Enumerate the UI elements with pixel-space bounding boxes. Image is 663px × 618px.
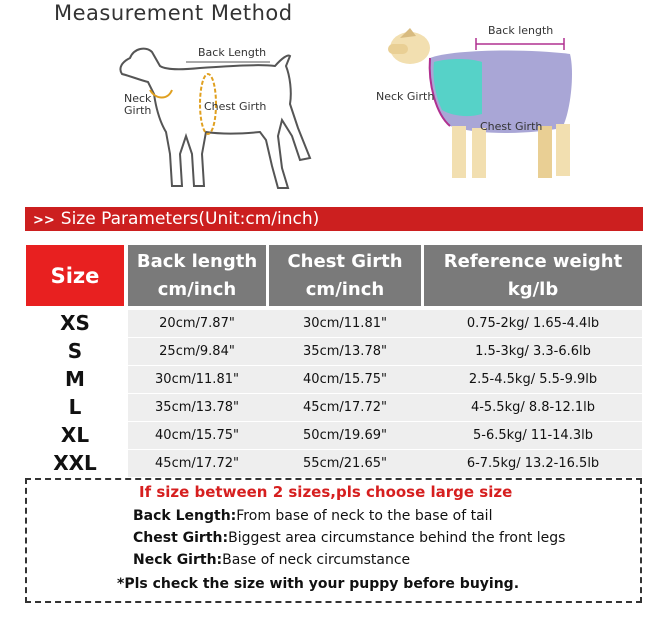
size-cell: M — [65, 367, 85, 391]
chest-girth-cell: 55cm/21.65" — [303, 456, 387, 471]
size-cell: XS — [60, 311, 90, 335]
size-cell: S — [67, 339, 83, 363]
chest-girth-cell: 35cm/13.78" — [303, 344, 387, 359]
banner-text: Size Parameters(Unit:cm/inch) — [60, 209, 320, 229]
table-row — [26, 422, 642, 449]
chest-girth-cell: 45cm/17.72" — [303, 400, 387, 415]
size-cell: L — [68, 395, 82, 419]
chest-girth-cell: 30cm/11.81" — [303, 316, 387, 331]
header-weight-line-1: Reference weight — [443, 250, 623, 272]
page-title: Measurement Method — [54, 1, 293, 25]
neck-girth-label-2: Girth — [124, 104, 152, 117]
note-chest-term: Chest Girth: — [133, 530, 229, 546]
size-cell: XXL — [53, 451, 97, 475]
weight-cell: 2.5-4.5kg/ 5.5-9.9lb — [468, 372, 598, 387]
note-chest-girth — [133, 530, 565, 546]
size-parameters-banner — [25, 207, 643, 231]
back-length-cell: 35cm/13.78" — [155, 400, 239, 415]
header-chest-line-2: cm/inch — [305, 278, 385, 300]
note-neck-girth — [133, 552, 410, 568]
header-back-line-1: Back length — [136, 250, 258, 272]
size-cell: XL — [60, 423, 90, 447]
note-neck-desc: Base of neck circumstance — [222, 552, 411, 568]
dog-coat-icon — [370, 14, 610, 194]
coat-neck-girth-label: Neck Girth — [376, 90, 435, 103]
dog-coat-illustration — [370, 14, 610, 194]
header-chest-line-1: Chest Girth — [287, 250, 403, 272]
table-row — [26, 394, 642, 421]
coat-chest-girth-label: Chest Girth — [480, 120, 543, 133]
weight-cell: 4-5.5kg/ 8.8-12.1lb — [470, 400, 596, 415]
back-length-cell: 25cm/9.84" — [159, 344, 235, 359]
check-size-note: *Pls check the size with your puppy before buying. — [117, 576, 520, 592]
back-length-cell: 45cm/17.72" — [155, 456, 239, 471]
neck-girth-label: Neck — [124, 92, 152, 105]
table-row — [26, 338, 642, 365]
dog-outline-illustration — [110, 36, 330, 196]
weight-cell: 1.5-3kg/ 3.3-6.6lb — [475, 344, 591, 359]
note-neck-term: Neck Girth: — [133, 552, 223, 568]
table-row — [26, 366, 642, 393]
header-back-length — [128, 245, 266, 306]
note-back-term: Back Length: — [133, 508, 237, 524]
weight-cell: 0.75-2kg/ 1.65-4.4lb — [466, 316, 600, 331]
back-length-cell: 20cm/7.87" — [159, 316, 235, 331]
header-size-label: Size — [50, 263, 100, 288]
note-back-desc: From base of neck to the base of tail — [236, 508, 493, 524]
coat-back-length-label: Back length — [488, 24, 554, 37]
chest-girth-cell: 40cm/15.75" — [303, 372, 387, 387]
weight-cell: 5-6.5kg/ 11-14.3lb — [473, 428, 593, 443]
table-row — [26, 450, 642, 477]
chest-girth-label: Chest Girth — [204, 100, 267, 113]
chest-girth-cell: 50cm/19.69" — [303, 428, 387, 443]
weight-cell: 6-7.5kg/ 13.2-16.5lb — [466, 456, 600, 471]
size-warning: If size between 2 sizes,pls choose large size — [139, 483, 513, 501]
double-chevron-icon: >> — [33, 213, 55, 228]
back-length-cell: 30cm/11.81" — [155, 372, 239, 387]
header-back-line-2: cm/inch — [157, 278, 237, 300]
header-weight-line-2: kg/lb — [507, 278, 559, 300]
note-chest-desc: Biggest area circumstance behind the front legs — [228, 530, 566, 546]
header-reference-weight — [424, 245, 642, 306]
header-chest-girth — [269, 245, 421, 306]
back-length-label: Back Length — [198, 46, 267, 59]
note-back-length — [133, 508, 492, 524]
table-row — [26, 310, 642, 337]
back-length-cell: 40cm/15.75" — [155, 428, 239, 443]
header-size — [26, 245, 124, 306]
